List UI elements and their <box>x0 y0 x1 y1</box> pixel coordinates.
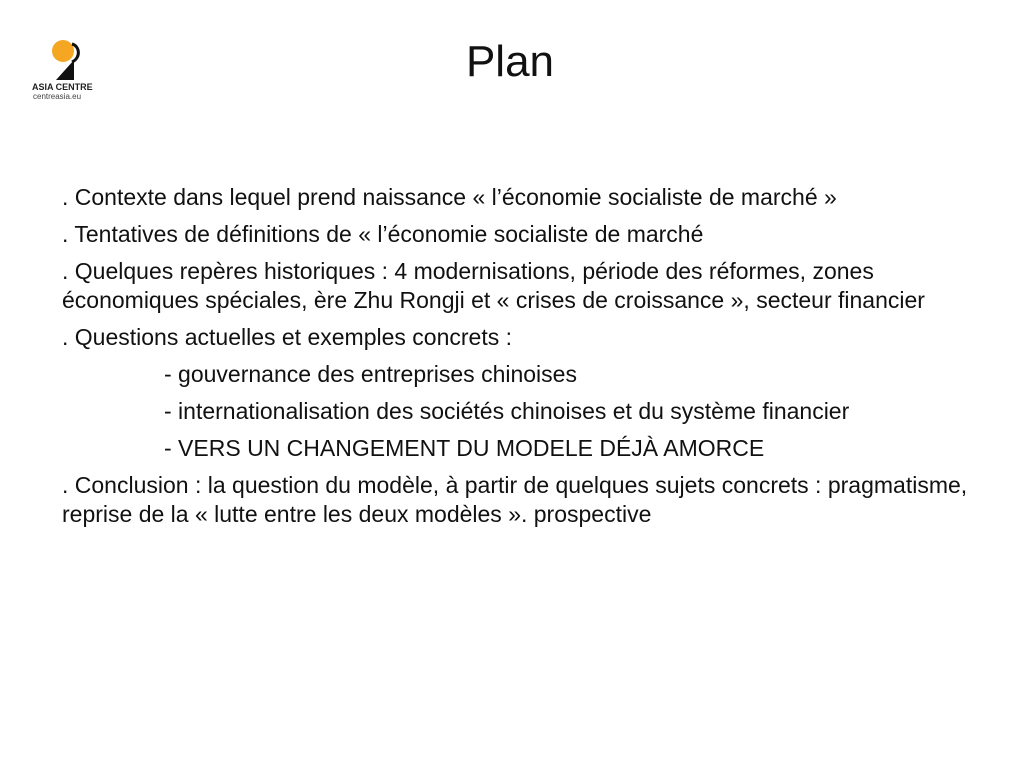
slide-body <box>62 183 972 537</box>
outline-item <box>62 323 972 352</box>
outline-item <box>62 220 972 249</box>
outline-item-text: . Contexte dans lequel prend naissance « l’économie socialiste de marché » <box>62 184 837 210</box>
outline-subitem <box>62 360 972 389</box>
outline-item-text: . Conclusion : la question du modèle, à partir de quelques sujets concrets : pragmatisme, reprise de la « lutte entre les deux modèles ». prospective <box>62 472 968 527</box>
outline-subitem-text: - gouvernance des entreprises chinoises <box>164 361 577 387</box>
outline-subitem-text: - internationalisation des sociétés chinoises et du système financier <box>164 398 850 424</box>
outline-item <box>62 471 972 529</box>
outline-subitem-text: - VERS UN CHANGEMENT DU MODELE DÉJÀ AMORCE <box>164 435 765 461</box>
logo-site: centreasia.eu <box>33 92 82 101</box>
outline-item <box>62 257 972 315</box>
slide-title: Plan <box>465 37 555 86</box>
outline-item <box>62 183 972 212</box>
outline-item-text: . Quelques repères historiques : 4 modernisations, période des réformes, zones économiques spéciales, ère Zhu Rongji et « crises de croissance », secteur financier <box>62 258 925 313</box>
logo-name: ASIA CENTRE <box>32 82 93 92</box>
outline-subitem <box>62 434 972 463</box>
outline-item-text: . Questions actuelles et exemples concrets : <box>62 324 512 350</box>
outline-item-text: . Tentatives de définitions de « l’économie socialiste de marché <box>62 221 704 247</box>
outline-subitem <box>62 397 972 426</box>
